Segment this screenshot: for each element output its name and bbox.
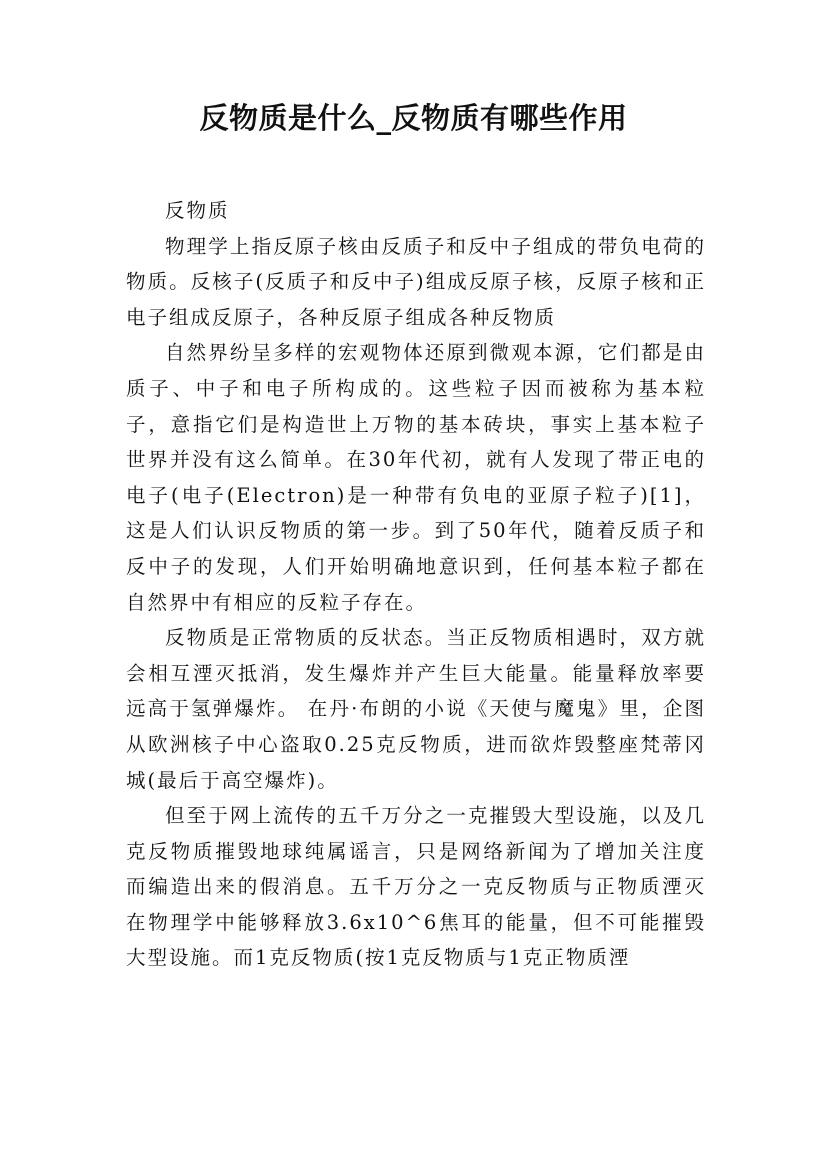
paragraph: 物理学上指反原子核由反质子和反中子组成的带负电荷的物质。反核子(反质子和反中子)组成反原子核，反原子核和正电子组成反原子，各种反原子组成各种反物质 [126,234,706,329]
paragraph: 自然界纷呈多样的宏观物体还原到微观本源，它们都是由质子、中子和电子所构成的。这些粒子因而被称为基本粒子，意指它们是构造世上万物的基本砖块，事实上基本粒子世界并没有这么简单。在30年代初，就有人发现了带正电的电子(电子(Electron)是一种带有负电的亚原子粒子)[1]，这是人们认识反物质的第一步。到了50年代，随着反质子和反中子的发现，人们开始明确地意识到，任何基本粒子都在自然界中有相应的反粒子存在。 [126,341,706,614]
paragraph: 但至于网上流传的五千万分之一克摧毁大型设施，以及几克反物质摧毁地球纯属谣言，只是网络新闻为了增加关注度而编造出来的假消息。五千万分之一克反物质与正物质湮灭在物理学中能够释放3.6x10^6焦耳的能量，但不可能摧毁大型设施。而1克反物质(按1克反物质与1克正物质湮 [126,804,706,970]
paragraph-heading: 反物质 [165,199,230,222]
document-body [126,193,706,976]
document-title: 反物质是什么_反物质有哪些作用 [199,101,628,135]
paragraph: 反物质是正常物质的反状态。当正反物质相遇时，双方就会相互湮灭抵消，发生爆炸并产生巨大能量。能量释放率要远高于氢弹爆炸。 在丹·布朗的小说《天使与魔鬼》里，企图从欧洲核子中心盗取0.25克反物质，进而欲炸毁整座梵蒂冈城(最后于高空爆炸)。 [126,626,706,792]
